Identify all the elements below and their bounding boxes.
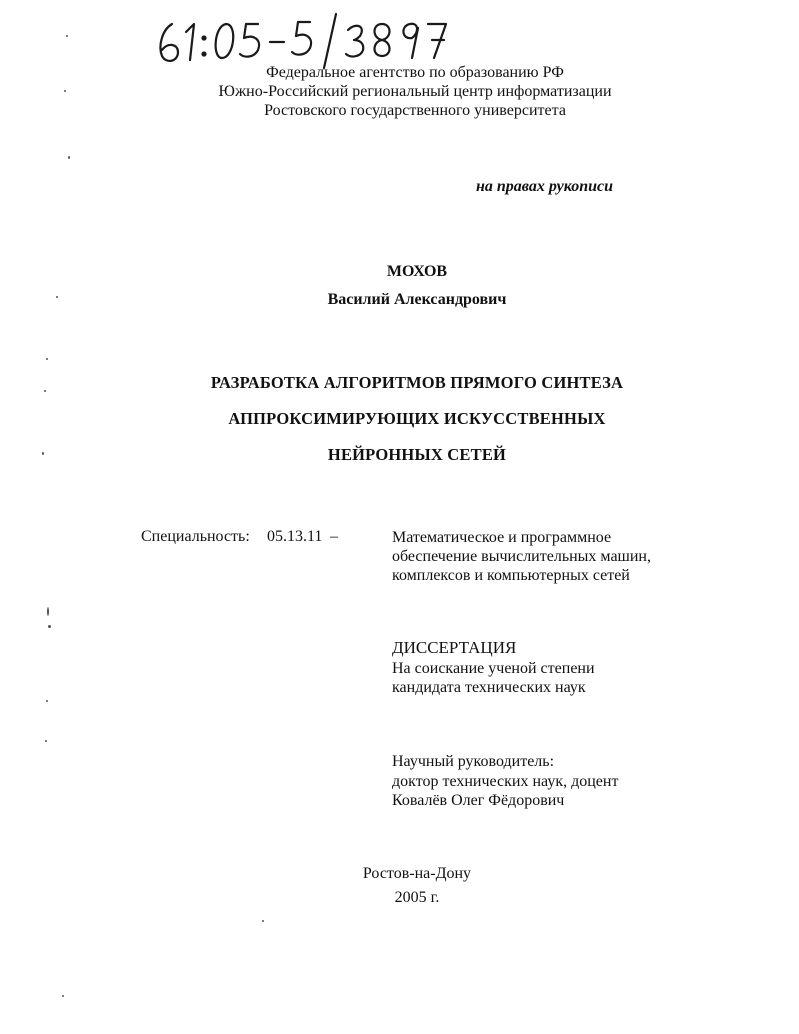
specialty-description-line-1: Математическое и программное	[392, 529, 612, 546]
scan-speck	[48, 625, 51, 628]
supervisor-label: Научный руководитель:	[392, 753, 555, 770]
specialty-description-line-2: обеспечение вычислительных машин,	[392, 548, 651, 565]
scan-speck	[44, 390, 46, 392]
scan-speck	[46, 358, 48, 360]
scan-speck	[64, 90, 66, 92]
footer-year: 2005 г.	[394, 889, 440, 906]
scan-speck	[45, 740, 47, 742]
scan-speck	[66, 35, 68, 37]
organization-line-1: Федеральное агентство по образованию РФ	[266, 64, 564, 81]
footer-city: Ростов-на-Дону	[362, 865, 472, 882]
specialty-description-line-3: комплексов и компьютерных сетей	[392, 567, 630, 584]
dissertation-degree-line-1: На соискание ученой степени	[392, 660, 595, 677]
dissertation-title-line-3: НЕЙРОННЫХ СЕТЕЙ	[327, 445, 507, 464]
scan-speck	[56, 296, 58, 298]
dissertation-heading: ДИССЕРТАЦИЯ	[392, 638, 517, 657]
supervisor-degree: доктор технических наук, доцент	[392, 773, 619, 790]
organization-line-3: Ростовского государственного университета	[264, 102, 566, 119]
scan-speck	[46, 700, 48, 702]
scan-speck	[47, 607, 49, 616]
author-given-names: Василий Александрович	[327, 291, 507, 308]
scan-speck	[68, 156, 70, 159]
supervisor-name: Ковалёв Олег Фёдорович	[392, 792, 565, 809]
scan-speck	[262, 920, 264, 922]
dissertation-title-line-2: АППРОКСИМИРУЮЩИХ ИСКУССТВЕННЫХ	[228, 409, 606, 428]
organization-line-2: Южно-Российский региональный центр информатизации	[218, 83, 612, 100]
dissertation-title-line-1: РАЗРАБОТКА АЛГОРИТМОВ ПРЯМОГО СИНТЕЗА	[210, 373, 624, 392]
dissertation-degree-line-2: кандидата технических наук	[392, 679, 586, 696]
scan-speck	[42, 452, 44, 455]
specialty-code: 05.13.11	[267, 528, 323, 545]
manuscript-rights-label: на правах рукописи	[476, 178, 614, 195]
author-surname: МОХОВ	[386, 263, 448, 280]
specialty-label: Специальность:	[141, 528, 250, 545]
specialty-dash: –	[330, 528, 338, 545]
scan-speck	[62, 995, 64, 997]
handwritten-archive-number	[150, 10, 450, 70]
